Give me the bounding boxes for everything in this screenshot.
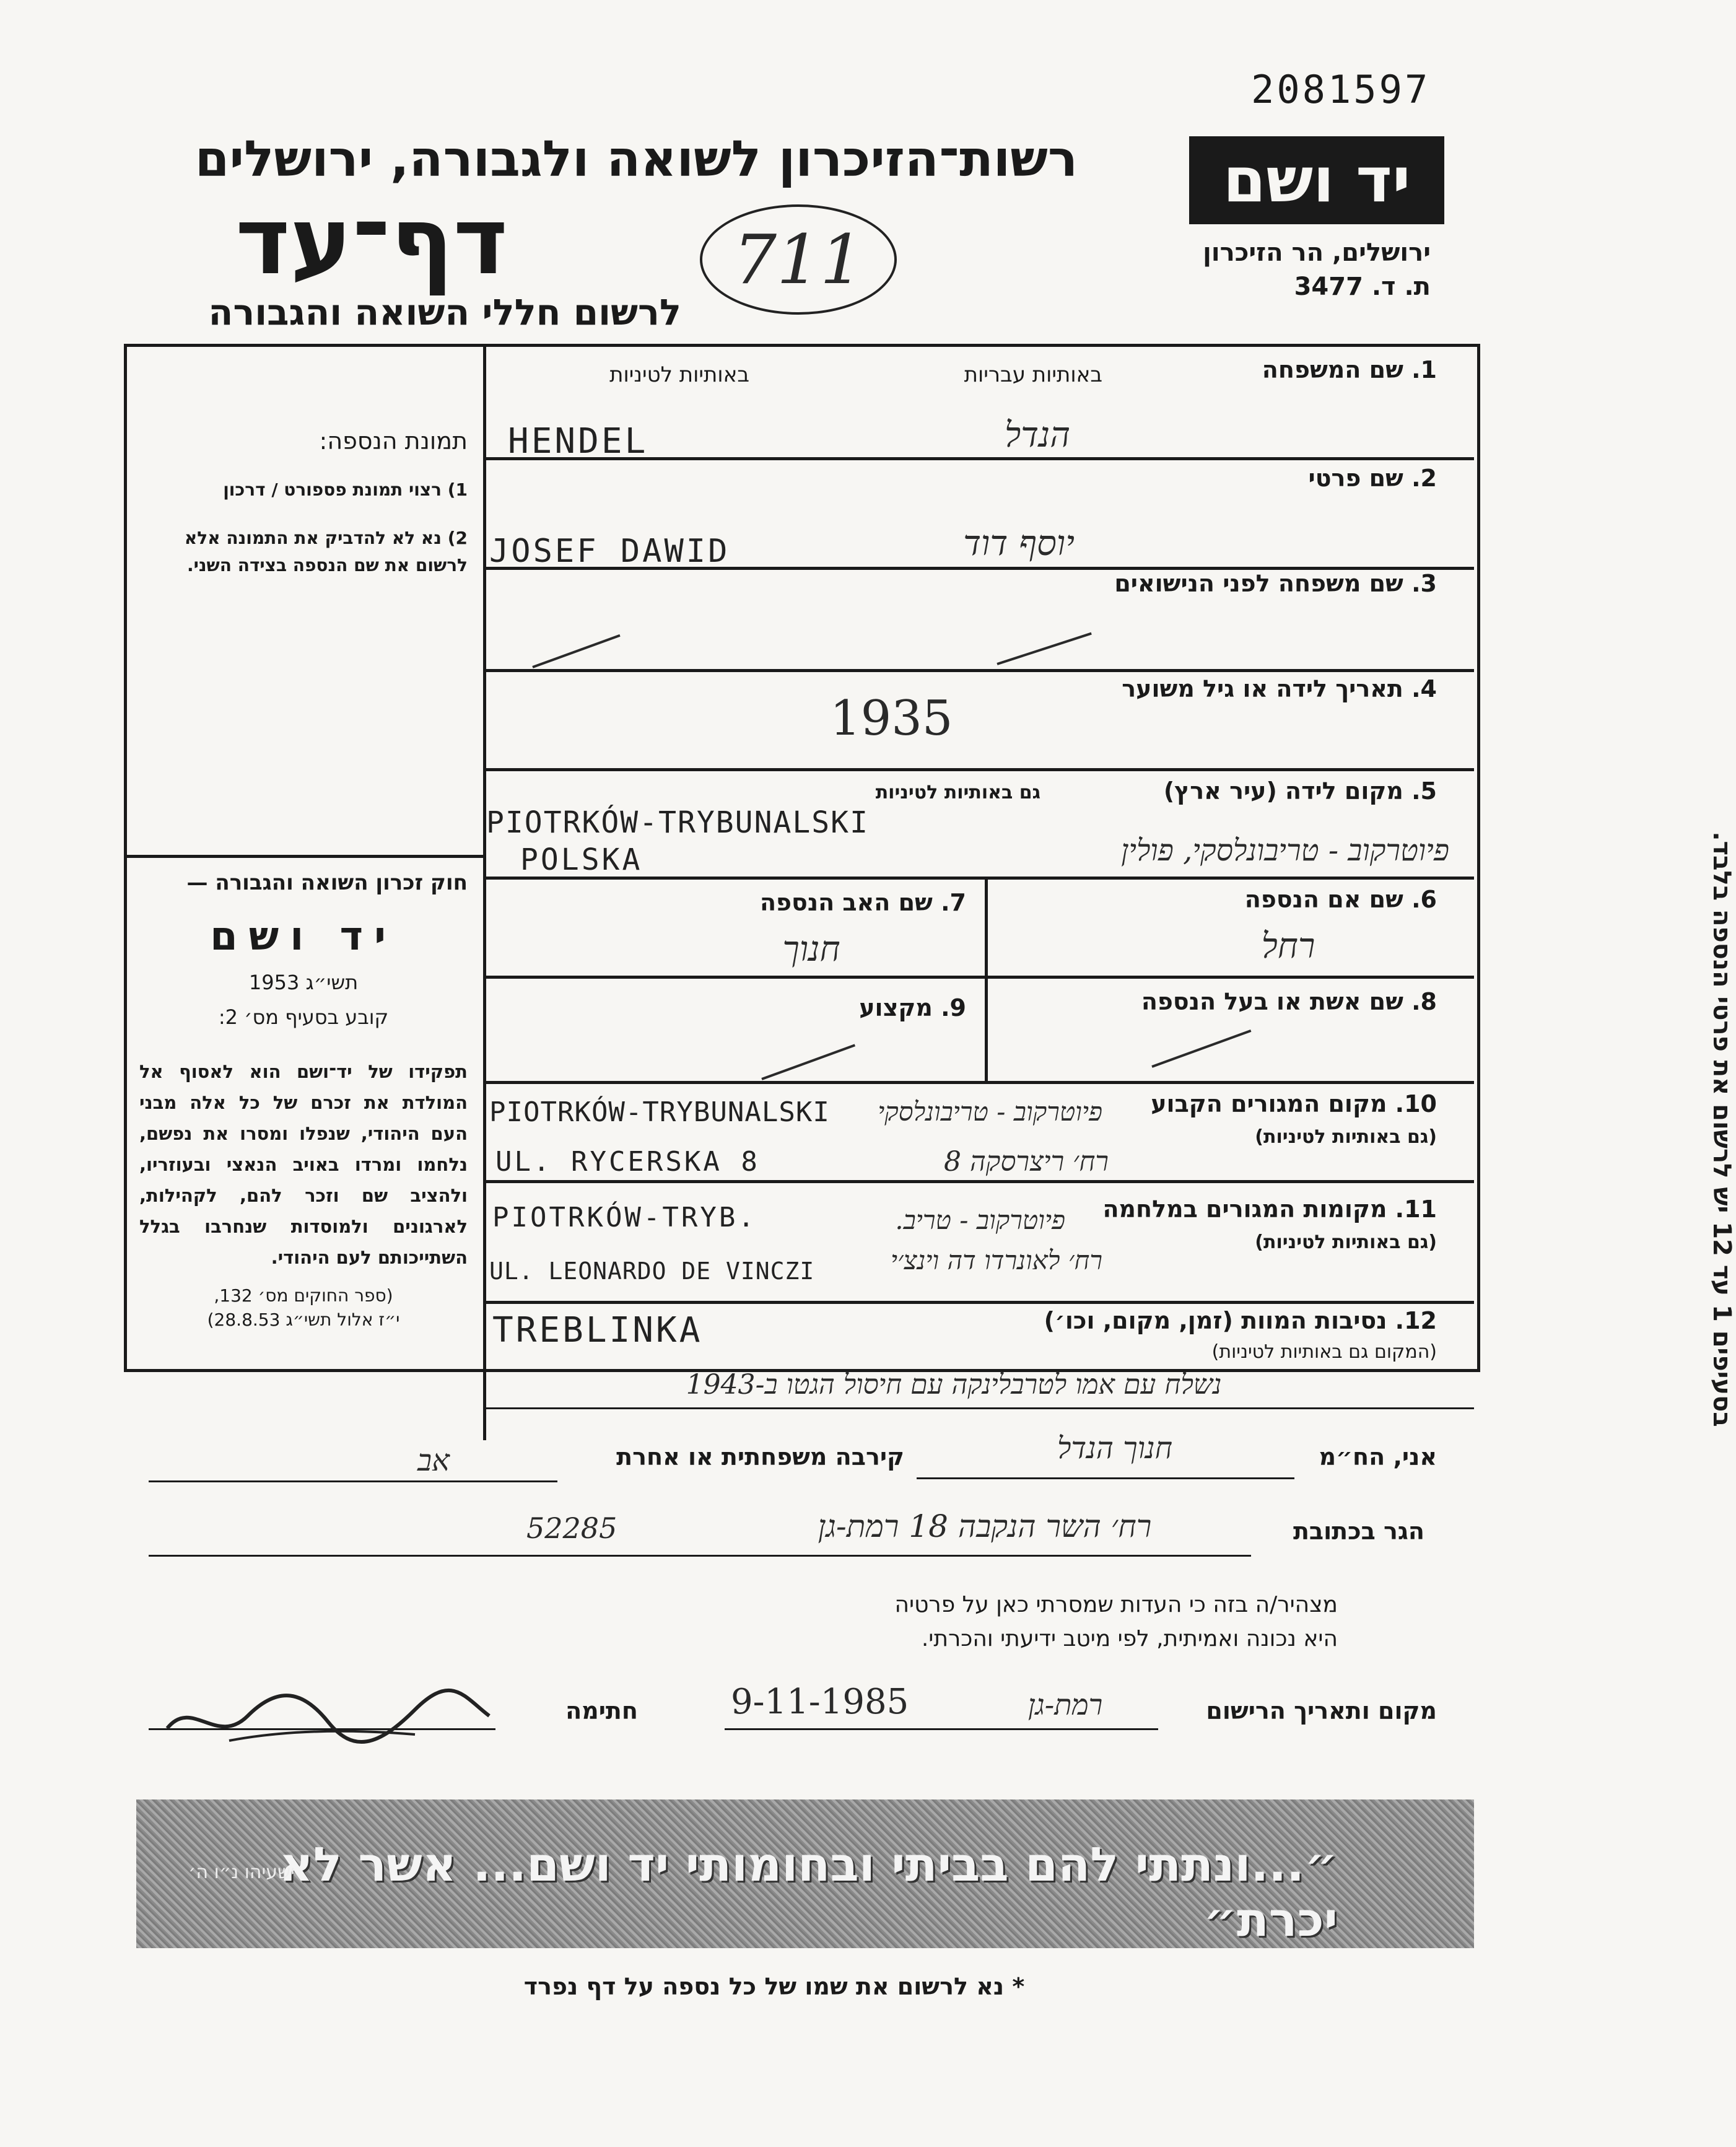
field-12-note: (המקום גם באותיות לטיניות) — [1211, 1341, 1437, 1363]
law-ref-1: (ספר החוקים מס׳ 132, — [214, 1285, 393, 1306]
statement-line-1: מצהיר/ה בזה כי העדות שמסרתי כאן על פרטיה — [894, 1592, 1338, 1617]
field-4-value: 1935 — [830, 691, 953, 746]
field-8-label: 8. שם אשת או בעל הנספה — [1141, 988, 1437, 1015]
latin-letters-header: באותיות לטיניות — [609, 362, 749, 387]
law-clause: קובע בסעיף מס׳ 2: — [218, 1005, 389, 1029]
law-name: יד ושם — [210, 914, 397, 960]
field-10-note: (גם באותיות לטיניות) — [1255, 1126, 1437, 1148]
row-sep-4 — [483, 768, 1474, 771]
address-label: הגר בכתובת — [1293, 1518, 1424, 1545]
side-instruction: בסעיפים 1 עד 12 יש לרשום את פרטי הנספה בלבד. — [1708, 831, 1736, 1427]
address-line-2: ת. ד. 3477 — [1294, 273, 1431, 301]
form-title: דף־עד — [235, 188, 508, 295]
relation-underline — [149, 1480, 557, 1482]
field-6-label: 6. שם אם הנספה — [1244, 886, 1437, 913]
photo-law-divider — [124, 855, 483, 858]
field-7-value: חנוך — [782, 929, 840, 969]
field-11-latin-1: PIOTRKÓW-TRYB. — [492, 1202, 757, 1233]
relation-value: אב — [417, 1443, 450, 1478]
declarant-underline — [917, 1477, 1294, 1479]
address-zip: 52285 — [526, 1511, 617, 1545]
field-10-latin-2: UL. RYCERSKA 8 — [495, 1146, 760, 1178]
address-value: רח׳ השר הנקבה 18 רמת-גן — [818, 1508, 1152, 1544]
field-12-label: 12. נסיבות המוות (זמן, מקום, וכו׳) — [1044, 1307, 1437, 1334]
document-number: 2081597 — [1251, 67, 1431, 112]
annotation-number: 711 — [733, 220, 863, 299]
field-12-hebrew: נשלח עם אמו לטרבלינקה עם חיסול הגטו ב-1943 — [686, 1369, 1222, 1401]
field-2-hebrew: יוסף דוד — [963, 523, 1075, 564]
declarant-label: אני, הח״מ — [1319, 1443, 1437, 1471]
row-sep-9 — [483, 1301, 1474, 1304]
relation-label: קירבה משפחתית או אחרת — [616, 1443, 904, 1471]
declarant-name: חנוך הנדל — [1057, 1431, 1173, 1466]
motto-banner — [136, 1799, 1474, 1948]
field-5-note: גם באותיות לטיניות — [875, 782, 1040, 803]
yad-vashem-logo — [1189, 136, 1444, 224]
footer-note: * נא לרשום את שמו של כל נספה על דף נפרד — [523, 1973, 1025, 2000]
field-10-label: 10. מקום המגורים הקבוע — [1151, 1090, 1437, 1117]
photo-title: תמונת הנספה: — [319, 427, 468, 455]
field-10-hebrew-1: פיוטרקוב - טריבונלסקי — [878, 1096, 1102, 1127]
field-11-hebrew-2: רח׳ לאונרדו דה וינצ׳י — [891, 1245, 1102, 1275]
row-sep-3 — [483, 669, 1474, 672]
field-5-hebrew: פיוטרקוב - טריבונלסקי, פולין — [1121, 833, 1449, 868]
law-body: תפקידו של יד־ושם הוא לאסוף אל המולדת את זכרם של כל אלה מבני העם היהודי, שנפלו ומסרו את נפשם, נלחמו ומרדו באויב הנאצי ובעוזריו, ולהציב שם וזכר להם, לקהילות, לארגונים ולמוסדות שנחרבו בגלל השתייכותם לעם היהודי. — [139, 1061, 468, 1268]
field-11-label: 11. מקומות המגורים במלחמה — [1102, 1196, 1437, 1223]
row-sep-7 — [483, 1081, 1474, 1084]
place-date-label: מקום ותאריך הרישום — [1206, 1697, 1437, 1725]
logo-text: יד ושם — [1223, 144, 1411, 216]
hebrew-letters-header: באותיות עבריות — [964, 362, 1102, 387]
left-column-divider — [483, 344, 486, 1440]
organization-line: רשות־הזיכרון לשואה ולגבורה, ירושלים — [194, 130, 1078, 188]
photo-note-1: 1) רצוי תמונת פספורט / דרכון — [223, 479, 468, 500]
field-3-label: 3. שם משפחה לפני הנישואים — [1114, 570, 1437, 597]
form-subtitle: לרשום חללי השואה והגבורה — [208, 291, 681, 333]
field-10-latin-1: PIOTRKÓW-TRYBUNALSKI — [489, 1096, 830, 1128]
photo-note-2: 2) נא לא להדביק את התמונה אלא לרשום את שם הנספה בצידה השני. — [184, 528, 468, 575]
place-value: רמת-גן — [1027, 1688, 1103, 1721]
field-7-label: 7. שם האב הנספה — [759, 889, 966, 916]
photo-panel — [139, 427, 468, 579]
field-2-label: 2. שם פרטי — [1308, 465, 1437, 492]
address-line-1: ירושלים, הר הזיכרון — [1203, 238, 1431, 267]
field-5-latin-2: POLSKA — [520, 842, 643, 877]
address-underline — [149, 1555, 1251, 1557]
field-10-hebrew-2: רח׳ ריצרסקה 8 — [944, 1146, 1109, 1178]
date-value: 9-11-1985 — [731, 1682, 909, 1722]
field-6-value: רחל — [1261, 926, 1315, 966]
field-11-note: (גם באותיות לטיניות) — [1255, 1231, 1437, 1253]
field-4-label: 4. תאריך לידה או גיל משוער — [1122, 675, 1437, 702]
place-date-underline — [725, 1728, 1158, 1730]
row-sep-8 — [483, 1180, 1474, 1183]
field-12-underline — [483, 1407, 1474, 1409]
law-title: חוק זכרון השואה והגבורה — — [186, 870, 468, 895]
statement-line-2: היא נכונה ואמיתית, לפי מיטב ידיעתי והכרתי. — [921, 1626, 1338, 1651]
motto-source: ישעיהו נ״ו ה׳ — [188, 1861, 295, 1883]
signature-label: חתימה — [565, 1697, 638, 1725]
field-12-latin: TREBLINKA — [492, 1310, 703, 1350]
field-2-latin: JOSEF DAWID — [489, 533, 730, 570]
law-panel — [139, 870, 468, 1330]
row-sep-6 — [483, 976, 1474, 979]
parents-divider — [985, 877, 988, 1081]
field-11-latin-2: UL. LEONARDO DE VINCZI — [489, 1257, 815, 1285]
law-year: תשי״ג 1953 — [248, 971, 359, 994]
field-5-label: 5. מקום לידה (עיר ארץ) — [1163, 777, 1437, 805]
motto-text: ״...ונתתי להם בביתי ובחומותי יד ושם... אשר לא יכרת״ — [279, 1837, 1338, 1947]
field-11-hebrew-1: פיוטרקוב - טריב. — [895, 1205, 1065, 1235]
circled-annotation — [700, 204, 897, 315]
field-9-label: 9. מקצוע — [859, 994, 966, 1021]
field-1-label: 1. שם המשפחה — [1262, 356, 1437, 383]
law-ref-2: י״ז אלול תשי״ג 28.8.53) — [207, 1310, 400, 1330]
signature-scribble — [155, 1673, 502, 1759]
field-1-latin: HENDEL — [508, 421, 648, 461]
field-1-hebrew: הנדל — [1004, 415, 1071, 455]
field-5-latin-1: PIOTRKÓW-TRYBUNALSKI — [486, 805, 869, 840]
